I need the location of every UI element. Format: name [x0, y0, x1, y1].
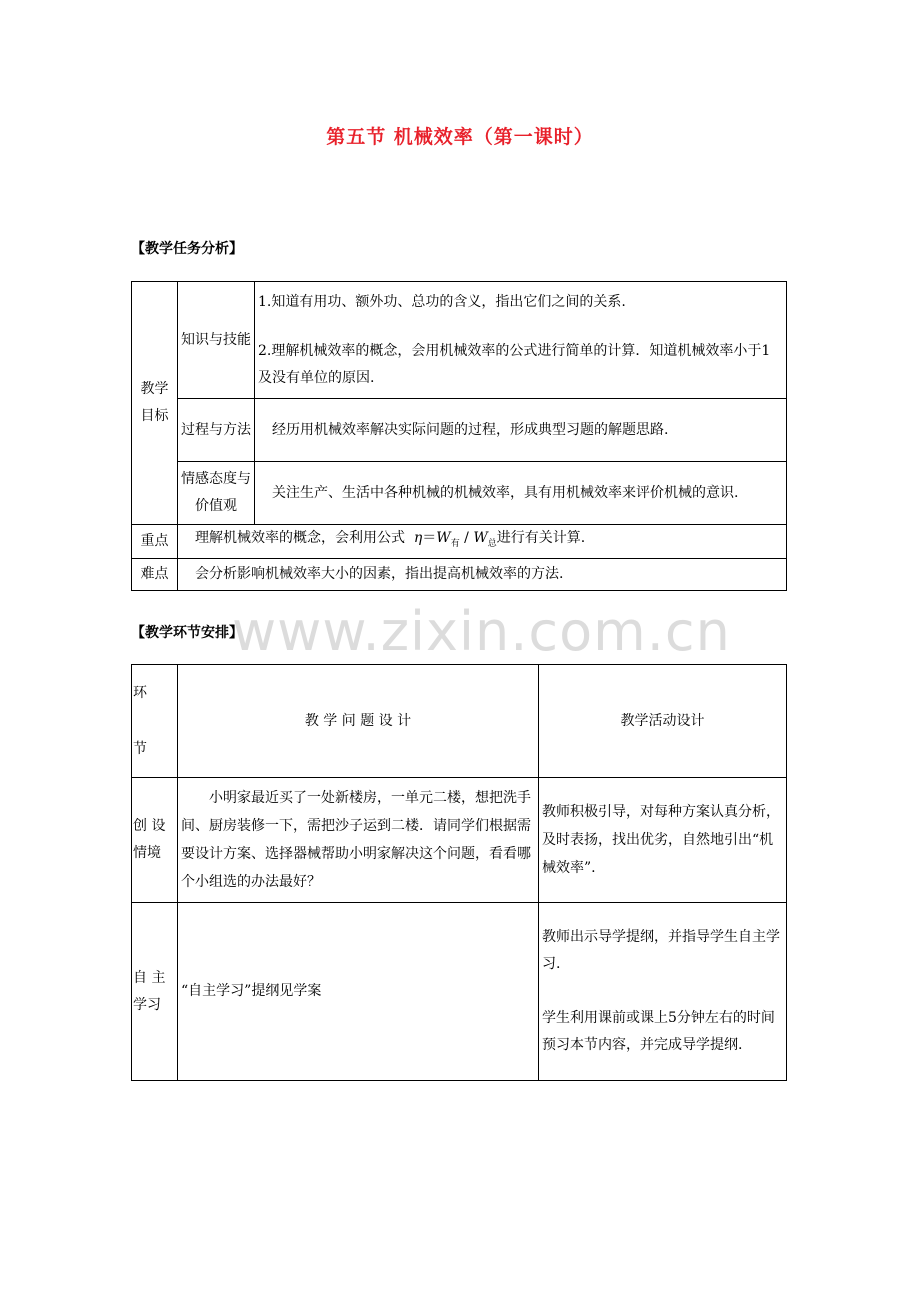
knowledge-label: 知识与技能: [181, 331, 251, 348]
difficulty-label: 难点: [132, 558, 178, 590]
header-question: 教 学 问 题 设 计: [178, 665, 539, 778]
formula-eq: ＝: [422, 530, 437, 546]
activity-selfstudy-2: 学生利用课前或课上5分钟左右的时间预习本节内容，并完成导学提纲.: [542, 1010, 775, 1053]
emotion-text: 关注生产、生活中各种机械的机械效率，具有用机械效率来评价机械的意识.: [255, 462, 787, 525]
section-heading-task-analysis: 【教学任务分析】: [131, 241, 243, 257]
stage-selfstudy-cell: [132, 903, 178, 1081]
formula-sub-useful: 有: [450, 538, 460, 549]
knowledge-item-1: 1.知道有用功、额外功、总功的含义，指出它们之间的关系.: [258, 293, 626, 310]
activity-situation: 教师积极引导，对每种方案认真分析，及时表扬，找出优劣，自然地引出“机械效率”.: [539, 778, 787, 903]
activity-selfstudy-1: 教师出示导学提纲，并指导学生自主学习.: [542, 929, 780, 972]
knowledge-item-2: 2.理解机械效率的概念，会用机械效率的公式进行简单的计算．知道机械效率小于1及没有单位的原因.: [258, 342, 771, 386]
formula-w-useful: W: [436, 530, 451, 546]
activity-selfstudy-cell: [539, 903, 787, 1081]
stage-situation: 创 设情境: [133, 818, 166, 861]
formula-slash: /: [459, 530, 474, 546]
question-situation: 小明家最近买了一处新楼房，一单元二楼，想把洗手间、厨房装修一下，需把沙子运到二楼．请同学们根据需要设计方案、选择器械帮助小明家解决这个问题，看看哪个小组选的办法最好？: [178, 778, 539, 903]
section-heading-teaching-steps: 【教学环节安排】: [131, 625, 243, 641]
difficulty-text: 会分析影响机械效率大小的因素，指出提高机械效率的方法.: [178, 558, 787, 590]
knowledge-label-cell: [178, 282, 255, 399]
question-selfstudy: “自主学习”提纲见学案: [178, 903, 539, 1081]
process-label: 过程与方法: [181, 421, 251, 438]
key-text-before: 理解机械效率的概念，会利用公式: [195, 530, 405, 546]
goal-label: 教学目标: [140, 381, 169, 424]
emotion-label: 情感态度与价值观: [181, 471, 251, 514]
page-title: 第五节 机械效率（第一课时）: [326, 126, 594, 148]
key-label: 重点: [132, 525, 178, 559]
teaching-steps-table: [131, 664, 787, 1081]
header-stage-cell: [132, 665, 178, 778]
efficiency-formula: [409, 530, 497, 549]
task-analysis-table: [131, 281, 787, 591]
watermark: www.zixin.com.cn: [232, 600, 731, 663]
stage-situation-cell: [132, 778, 178, 903]
emotion-label-cell: [178, 462, 255, 525]
process-text: 经历用机械效率解决实际问题的过程，形成典型习题的解题思路.: [255, 399, 787, 462]
process-label-cell: [178, 399, 255, 462]
formula-sub-total: 总: [487, 538, 497, 549]
stage-selfstudy: 自 主学习: [133, 969, 166, 1013]
key-point-cell: [178, 525, 787, 559]
goal-label-cell: [132, 282, 178, 525]
formula-w-total: W: [473, 530, 488, 546]
key-text-after: 进行有关计算.: [496, 530, 586, 546]
header-stage: 环节: [133, 685, 147, 757]
header-activity: 教学活动设计: [539, 665, 787, 778]
knowledge-cell: [255, 282, 787, 399]
formula-eta: η: [413, 530, 423, 546]
